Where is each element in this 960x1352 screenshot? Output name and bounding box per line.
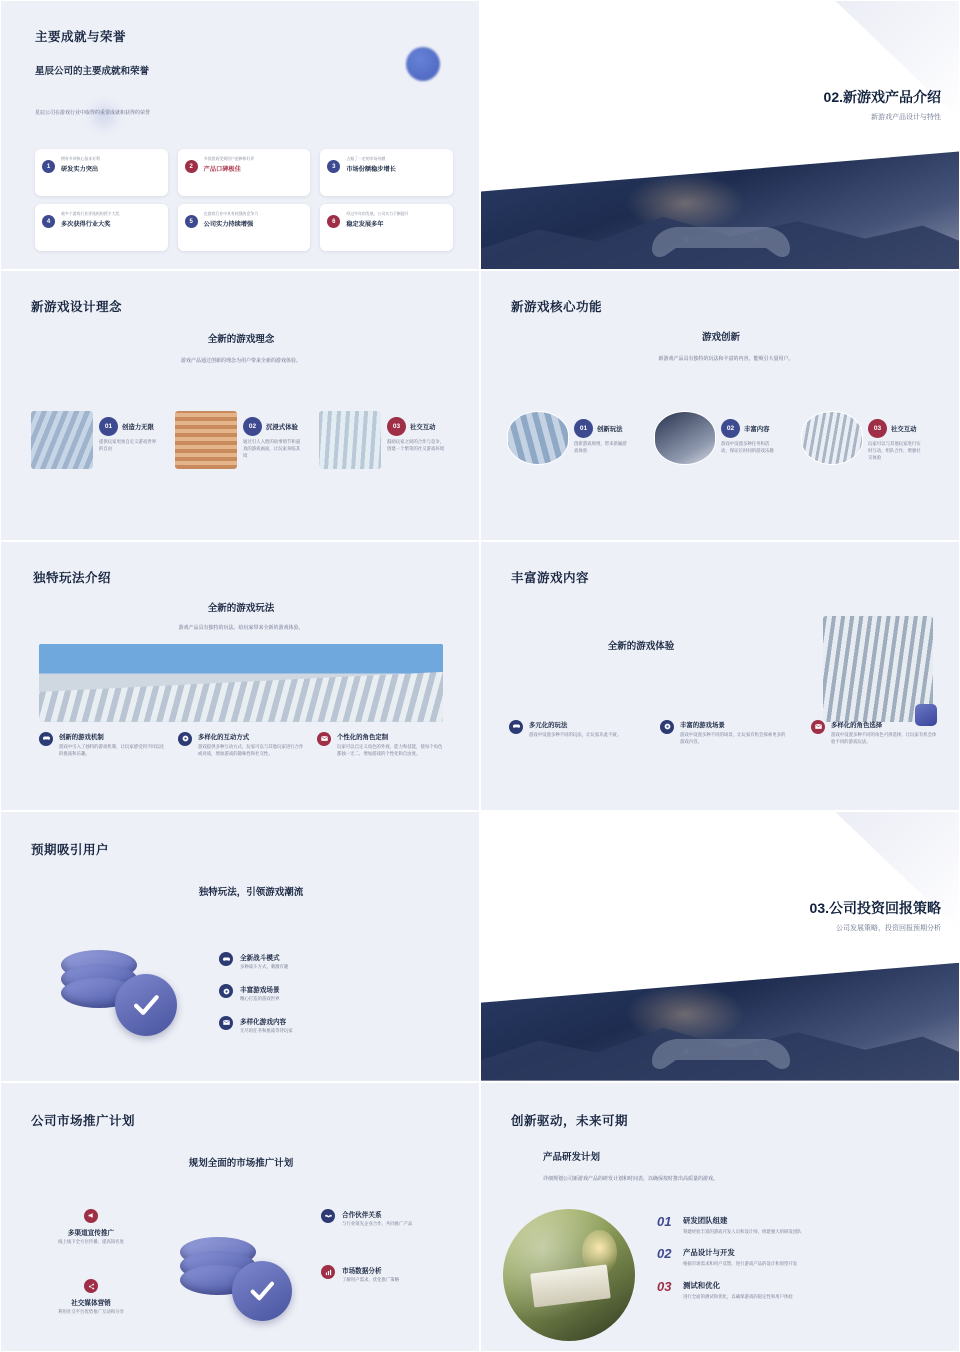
feature-row — [507, 411, 937, 465]
page-title: 新游戏设计理念 — [31, 300, 123, 315]
section-description: 详细规划公司新游戏产品的研发计划和时间表，以确保按时推出高质量的游戏。 — [543, 1175, 719, 1182]
achievement-name: 研发实力突出 — [61, 165, 99, 173]
achievement-desc: 占据了一定的市场份额 — [346, 156, 386, 161]
achievement-number: 5 — [185, 215, 198, 228]
feature-item[interactable] — [507, 411, 643, 465]
feature-name: 丰富内容 — [744, 426, 770, 434]
mail-icon — [317, 732, 331, 746]
list-item-name: 丰富游戏场景 — [240, 987, 280, 994]
section-heading: 游戏创新 — [701, 332, 740, 344]
game-controller-icon — [646, 1029, 796, 1075]
slide-expected-users — [0, 811, 480, 1081]
coins-illustration — [176, 1223, 326, 1333]
feature-desc: 游戏提供多种互动方式，玩家可以与其他玩家进行合作或对战，增加游戏的趣味性和社交性。 — [198, 743, 304, 756]
game-controller-icon — [646, 217, 796, 263]
list-item-desc: 利用社交平台优势推广互动和分享 — [58, 1309, 124, 1315]
hero-image — [481, 963, 960, 1081]
feature-name: 创新的游戏机制 — [59, 733, 104, 741]
feature-photo — [175, 411, 237, 469]
section-heading: 规划全面的市场推广计划 — [188, 1157, 294, 1169]
feature-desc: 创新游戏规则，带来新颖游戏体验 — [574, 441, 627, 454]
hero-image — [481, 151, 960, 269]
workspace-photo — [503, 1209, 635, 1341]
list-item[interactable] — [31, 1209, 151, 1246]
achievement-desc: 多款游戏受到用户追捧和好评 — [203, 156, 255, 161]
feature-name: 创造力无限 — [122, 424, 154, 432]
section-description: 游戏产品具有独特的玩法，给玩家带来全新的游戏体验。 — [178, 624, 304, 631]
feature-desc: 游戏中设置多种不同的场景，让玩家有机会探索更多的游戏内容。 — [680, 731, 786, 744]
roadmap-step[interactable] — [657, 1247, 897, 1268]
page-title: 丰富游戏内容 — [511, 570, 590, 585]
step-number: 01 — [657, 1213, 672, 1229]
step-name: 产品设计与开发 — [683, 1248, 735, 1258]
photo-book — [530, 1265, 610, 1308]
check-badge — [115, 974, 177, 1036]
target-icon — [660, 720, 674, 734]
achievement-card[interactable] — [35, 149, 168, 196]
step-name: 测试和优化 — [683, 1281, 720, 1291]
mail-icon — [219, 1016, 233, 1030]
list-item-name: 多渠道宣传推广 — [67, 1229, 115, 1237]
list-item-name: 全新战斗模式 — [240, 955, 280, 963]
page-title: 独特玩法介绍 — [33, 570, 112, 585]
achievement-desc: 拥有多项核心技术专利 — [61, 156, 100, 161]
slide-unique-gameplay — [0, 541, 480, 811]
achievement-number: 4 — [42, 215, 55, 228]
feature-number: 03 — [868, 419, 887, 438]
decor-dot — [406, 47, 440, 81]
feature-list — [219, 952, 419, 1034]
page-subtitle: 星辰公司的主要成就和荣誉 — [35, 66, 150, 77]
slide-section-investment — [480, 811, 960, 1081]
list-item-desc: 线上线下全方位传播，提高知名度 — [58, 1238, 124, 1244]
feature-item[interactable] — [175, 411, 307, 469]
achievement-name: 稳定发展多年 — [346, 220, 384, 228]
feature-number: 01 — [574, 419, 593, 438]
section-subtitle: 新游戏产品设计与特性 — [871, 114, 941, 121]
section-heading: 全新的游戏体验 — [607, 640, 675, 652]
list-item-desc: 多种战斗方式，刺激有趣 — [240, 964, 289, 970]
achievement-number: 1 — [42, 160, 55, 173]
right-feature-list — [321, 1209, 451, 1285]
achievement-name: 产品口碑极佳 — [203, 165, 241, 173]
roadmap-list — [657, 1215, 897, 1301]
page-title: 创新驱动，未来可期 — [511, 1113, 629, 1128]
achievement-name: 多次获得行业大奖 — [61, 220, 111, 228]
step-desc: 筹建经验丰富的游戏开发人员和设计师，组建强大的研发团队 — [683, 1228, 802, 1234]
roadmap-step[interactable] — [657, 1280, 897, 1301]
feature-desc: 游戏中设置多种不同的玩法，让玩家乐此不疲。 — [529, 731, 622, 737]
feature-name: 社交互动 — [410, 424, 436, 432]
list-item[interactable] — [219, 952, 419, 971]
feature-item[interactable] — [319, 411, 451, 469]
list-item-name: 多样化游戏内容 — [240, 1018, 287, 1026]
list-item[interactable] — [219, 1016, 419, 1035]
target-icon — [178, 732, 192, 746]
feature-name: 多元化的玩法 — [529, 721, 568, 729]
feature-number: 02 — [721, 419, 740, 438]
list-item-desc: 精心打造的游戏世界 — [240, 996, 280, 1001]
feature-photo — [507, 411, 569, 465]
achievement-desc: 被多个游戏行业评选机构授予大奖 — [61, 211, 120, 216]
feature-desc: 提供玩家更加自定义游戏世界的自由 — [99, 439, 157, 452]
achievement-number: 6 — [327, 215, 340, 228]
achievement-desc: 在游戏行业中具有较强的竞争力 — [203, 211, 259, 216]
list-item-name: 合作伙伴关系 — [342, 1211, 382, 1219]
feature-item[interactable] — [654, 411, 790, 465]
section-title: 03.公司投资回报策略 — [809, 900, 941, 917]
controller-icon — [219, 952, 233, 966]
achievement-card[interactable] — [178, 149, 311, 196]
step-desc: 进行全面的测试和优化，以确保游戏的稳定性和用户体验 — [683, 1294, 793, 1300]
share-icon — [84, 1279, 98, 1293]
slide-section-product — [480, 0, 960, 270]
feature-name: 个性化的角色定制 — [337, 733, 389, 741]
section-heading: 产品研发计划 — [543, 1151, 601, 1163]
list-item-desc: 无尽的任务和挑战等待玩家 — [240, 1027, 293, 1033]
slide-core-features — [480, 270, 960, 540]
list-item-desc: 与行业领先企业合作，共同推广产品 — [342, 1220, 413, 1226]
feature-item[interactable] — [660, 720, 788, 746]
chart-icon — [321, 1265, 335, 1279]
list-item-name: 社交媒体营销 — [71, 1300, 111, 1308]
page-title: 预期吸引用户 — [31, 843, 110, 858]
handshake-icon — [321, 1209, 335, 1223]
achievement-card[interactable] — [320, 204, 453, 251]
feature-row — [39, 732, 443, 758]
achievement-card[interactable] — [35, 204, 168, 251]
slide-marketing-plan — [0, 1082, 480, 1352]
check-badge — [232, 1261, 292, 1321]
list-item[interactable] — [31, 1279, 151, 1316]
feature-name: 丰富的游戏场景 — [680, 721, 725, 729]
section-heading: 独特玩法，引领游戏潮流 — [198, 887, 304, 899]
feature-photo — [31, 411, 93, 469]
photo-detail — [39, 672, 443, 722]
feature-item[interactable] — [178, 732, 304, 758]
feature-desc: 玩家可以自定义角色的外观、能力和技能，使每个角色都独一无二，增加游戏的个性化和自由度。 — [337, 743, 443, 756]
slide-design-concept — [0, 270, 480, 540]
megaphone-icon — [84, 1209, 98, 1223]
feature-desc: 游戏中设置多种不同的角色可供选择，让玩家有机会体验不同的游戏玩法。 — [831, 731, 937, 744]
achievement-desc: 经过多年的发展，公司实力不断提升 — [346, 211, 409, 216]
feature-photo — [654, 411, 716, 465]
feature-item[interactable] — [801, 411, 937, 465]
mail-icon — [811, 720, 825, 734]
step-number: 02 — [657, 1246, 672, 1262]
feature-number: 03 — [387, 417, 406, 436]
feature-name: 多样化的角色选择 — [831, 721, 883, 729]
achievement-card[interactable] — [320, 149, 453, 196]
achievement-name: 市场份额稳步增长 — [346, 165, 396, 173]
section-subtitle: 公司发展策略，投资回报预期分析 — [836, 925, 941, 933]
section-text-block — [776, 87, 941, 122]
feature-row — [31, 411, 451, 469]
step-desc: 根据市场需求和用户反馈，进行游戏产品的设计和原型开发 — [683, 1261, 798, 1267]
achievement-name: 公司实力持续增强 — [203, 220, 254, 228]
target-icon — [219, 984, 233, 998]
step-number: 03 — [657, 1279, 672, 1295]
feature-desc: 玩家可以与其他玩家进行实时互动，组队合作，增强社交体验 — [868, 441, 921, 461]
feature-name: 沉浸式体验 — [266, 424, 298, 432]
list-item-desc: 了解用户需求，优化推广策略 — [342, 1277, 400, 1283]
feature-item[interactable] — [509, 720, 637, 746]
feature-name: 创新玩法 — [597, 426, 623, 434]
feature-item[interactable] — [39, 732, 165, 758]
slide-innovation-roadmap — [480, 1082, 960, 1352]
section-text-block — [776, 898, 941, 933]
roadmap-step[interactable] — [657, 1215, 897, 1236]
achievement-card[interactable] — [178, 204, 311, 251]
controller-icon — [39, 732, 53, 746]
achievement-number: 3 — [327, 160, 340, 173]
feature-number: 02 — [243, 417, 262, 436]
feature-item[interactable] — [317, 732, 443, 758]
feature-photo — [801, 411, 863, 465]
page-title: 公司市场推广计划 — [31, 1113, 136, 1128]
check-icon — [129, 988, 163, 1022]
feature-item[interactable] — [811, 720, 939, 746]
feature-number: 01 — [99, 417, 118, 436]
page-description: 星辰公司在游戏行业中取得的重要成就和获得的荣誉 — [35, 110, 151, 116]
feature-desc: 鼓励玩家之间的合作与竞争，创建一个繁荣的社交游戏环境 — [387, 439, 445, 452]
step-name: 研发团队组建 — [683, 1215, 728, 1225]
coins-illustration — [57, 934, 197, 1044]
feature-row — [509, 720, 939, 746]
feature-desc: 游戏中设置多种任务和活动，保证长时间的游戏乐趣 — [721, 441, 774, 454]
section-heading: 全新的游戏玩法 — [207, 602, 275, 614]
feature-name: 多样化的互动方式 — [198, 733, 250, 741]
page-title: 主要成就与荣誉 — [35, 30, 127, 44]
list-item-name: 市场数据分析 — [342, 1268, 382, 1276]
section-title: 02.新游戏产品介绍 — [823, 89, 941, 105]
section-description: 游戏产品通过创新的理念为用户带来全新的游戏体验。 — [180, 358, 301, 365]
achievement-number: 2 — [185, 160, 198, 173]
page-title: 新游戏核心功能 — [511, 300, 603, 315]
feature-photo — [319, 411, 381, 469]
feature-item[interactable] — [31, 411, 163, 469]
achievement-grid — [35, 149, 453, 251]
architecture-photo — [39, 644, 443, 722]
feature-name: 社交互动 — [891, 426, 917, 434]
list-item[interactable] — [321, 1209, 451, 1228]
section-heading: 全新的游戏理念 — [207, 334, 275, 346]
feature-desc: 通过引人入胜的故事情节和逼真的游戏画面，让玩家身临其境 — [243, 439, 301, 459]
slide-rich-content — [480, 541, 960, 811]
list-item[interactable] — [219, 984, 419, 1003]
controller-icon — [509, 720, 523, 734]
feature-desc: 游戏中引入了独特的游戏机制，让玩家感受到不同以往的挑战和乐趣。 — [59, 743, 165, 756]
list-item[interactable] — [321, 1265, 451, 1284]
slide-achievements — [0, 0, 480, 270]
section-description: 新游戏产品具有独特的玩法和丰富的内容，能吸引大量用户。 — [658, 356, 794, 363]
left-feature-list — [31, 1209, 151, 1317]
check-icon — [246, 1275, 278, 1307]
